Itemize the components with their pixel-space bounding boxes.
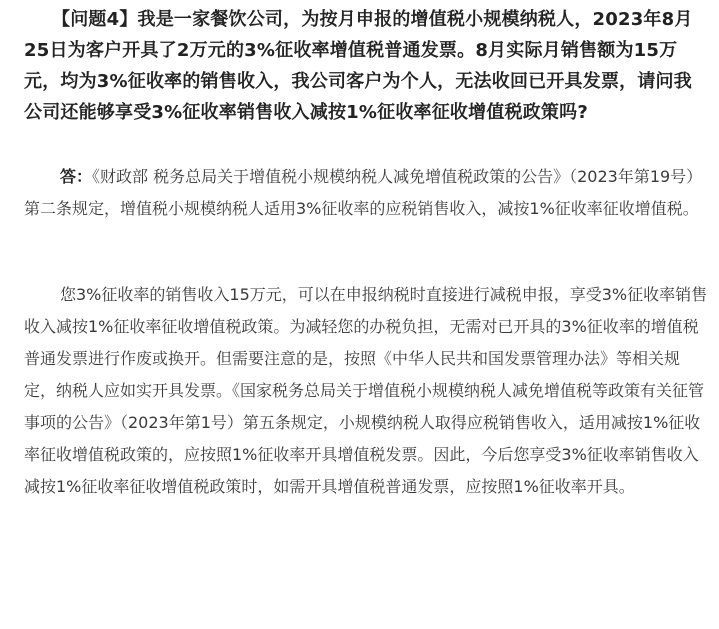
question-paragraph: 【问题4】我是一家餐饮公司，为按月申报的增值税小规模纳税人，2023年8月25日为客户开具了2万元的3%征收率增值税普通发票。8月实际月销售额为15万元，均为3%征收率的销售收入，我公司客户为个人，无法收回已开具发票，请问我公司还能够享受3%征收率销售收入减按1%征收率征收增值税政策吗?: [24, 9, 693, 123]
answer-label: 答：: [60, 167, 93, 186]
answer-text: 《财政部 税务总局关于增值税小规模纳税人减免增值税政策的公告》（2023年第19号）第二条规定，增值税小规模纳税人适用3%征收率的应税销售收入，减按1%征收率征收增值税。: [24, 167, 703, 218]
explanation-paragraph: 您3%征收率的销售收入15万元，可以在申报纳税时直接进行减税申报，享受3%征收率销售收入减按1%征收率征收增值税政策。为减轻您的办税负担，无需对已开具的3%征收率的增值税普通发票进行作废或换开。但需要注意的是，按照《中华人民共和国发票管理办法》等相关规定，纳税人应如实开具发票。《国家税务总局关于增值税小规模纳税人减免增值税等政策有关征管事项的公告》（2023年第1号）第五条规定，小规模纳税人取得应税销售收入，适用减按1%征收率征收增值税政策的，应按照1%征收率开具增值税发票。因此，今后您享受3%征收率销售收入减按1%征收率征收增值税政策时，如需开具增值税普通发票，应按照1%征收率开具。: [24, 285, 708, 496]
answer-paragraph: [24, 161, 709, 225]
